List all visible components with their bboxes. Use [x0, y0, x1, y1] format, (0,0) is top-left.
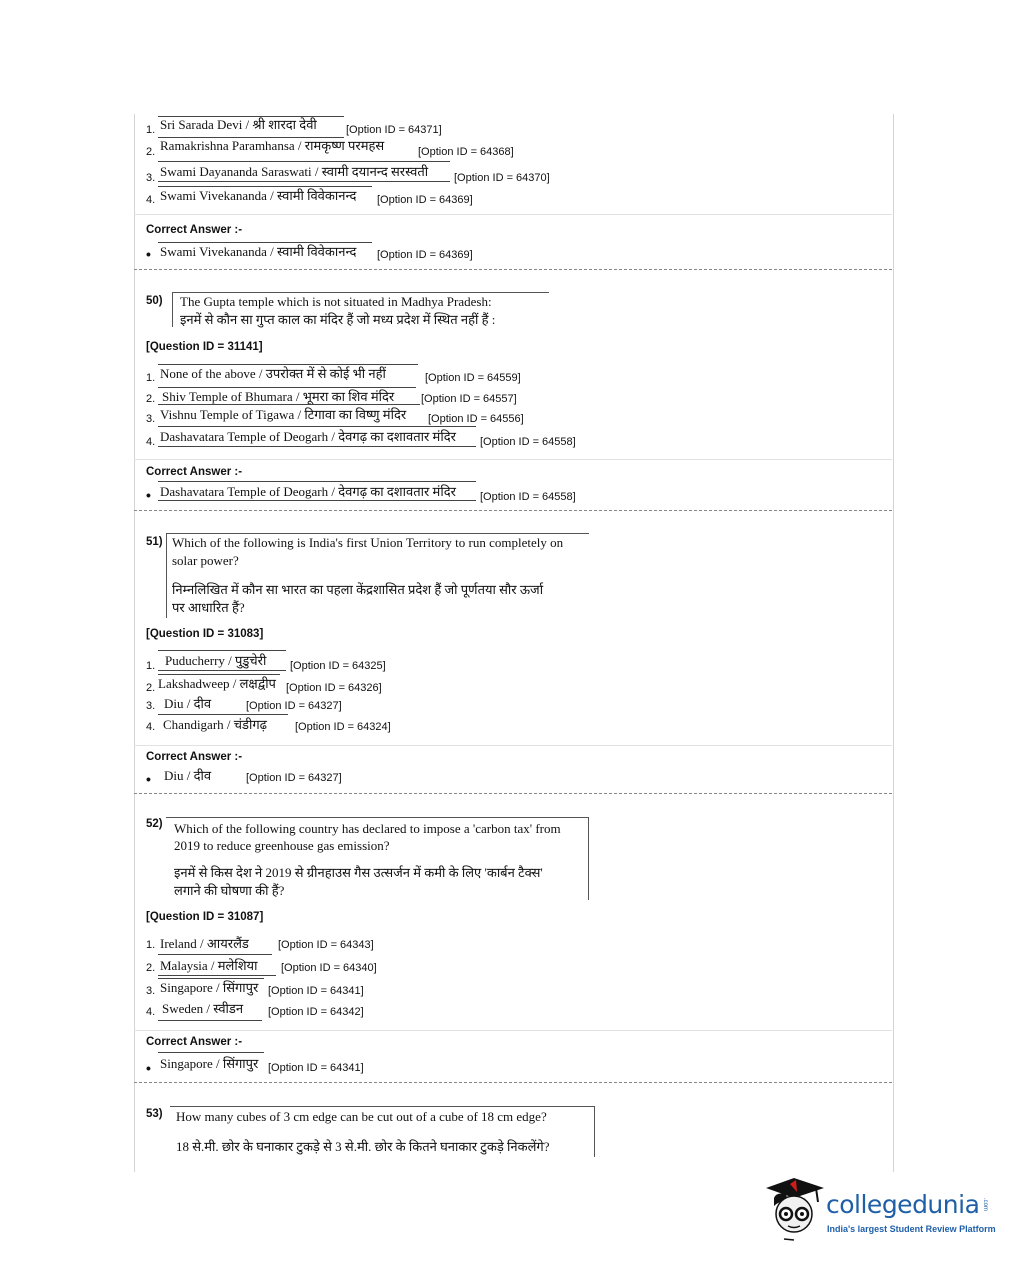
brand-name: collegedunia: [826, 1190, 980, 1219]
question-text-en: Which of the following country has declared to impose a 'carbon tax' from: [174, 821, 561, 836]
correct-answer-label: Correct Answer :-: [146, 466, 243, 478]
option-text: Sweden / स्वीडन: [162, 1001, 244, 1016]
correct-answer-label: Correct Answer :-: [146, 751, 243, 763]
option-id: [Option ID = 64325]: [290, 660, 386, 672]
answer-bullet: •: [146, 771, 151, 787]
option-text: Swami Dayananda Saraswati / स्वामी दयानन्द सरस्वती: [160, 164, 429, 179]
option-id: [Option ID = 64327]: [246, 700, 342, 712]
question-text-hi: इनमें से कौन सा गुप्त काल का मंदिर हैं जो मध्य प्रदेश में स्थित नहीं हैं :: [180, 312, 496, 327]
option-text: Vishnu Temple of Tigawa / टिगावा का विष्णु मंदिर: [160, 407, 407, 422]
answer-bullet: •: [146, 1060, 151, 1076]
question-number: 50): [146, 295, 163, 307]
option-number: 1.: [146, 124, 156, 136]
page-frame: [134, 114, 894, 1172]
option-number: 2.: [146, 393, 156, 405]
option-number: 3.: [146, 413, 156, 425]
option-number: 2.: [146, 962, 156, 974]
option-id: [Option ID = 64343]: [278, 939, 374, 951]
correct-answer-text: Singapore / सिंगापुर: [160, 1056, 259, 1071]
correct-answer-text: Swami Vivekananda / स्वामी विवेकानन्द: [160, 244, 357, 259]
question-number: 53): [146, 1108, 163, 1120]
option-text: Diu / दीव: [164, 696, 212, 711]
option-id: [Option ID = 64558]: [480, 436, 576, 448]
question-number: 52): [146, 818, 163, 830]
option-id: [Option ID = 64326]: [286, 682, 382, 694]
option-number: 1.: [146, 939, 156, 951]
option-number: 3.: [146, 700, 156, 712]
option-text: Ramakrishna Paramhansa / रामकृष्ण परमहस: [160, 138, 385, 153]
question-id: [Question ID = 31141]: [146, 341, 263, 353]
answer-bullet: •: [146, 487, 151, 503]
option-number: 4.: [146, 436, 156, 448]
option-number: 1.: [146, 660, 156, 672]
option-number: 4.: [146, 1006, 156, 1018]
option-number: 3.: [146, 985, 156, 997]
option-id: [Option ID = 64342]: [268, 1006, 364, 1018]
option-id: [Option ID = 64340]: [281, 962, 377, 974]
correct-answer-text: Diu / दीव: [164, 768, 212, 783]
option-number: 3.: [146, 172, 156, 184]
option-text: Shiv Temple of Bhumara / भूमरा का शिव मंदिर: [162, 389, 395, 404]
brand-suffix: .com: [982, 1198, 988, 1212]
correct-answer-option-id: [Option ID = 64327]: [246, 772, 342, 784]
correct-answer-label: Correct Answer :-: [146, 1036, 243, 1048]
option-number: 4.: [146, 721, 156, 733]
mascot-icon: [766, 1176, 828, 1242]
question-text-en: The Gupta temple which is not situated in Madhya Pradesh:: [180, 294, 492, 309]
answer-bullet: •: [146, 246, 151, 262]
option-number: 2.: [146, 682, 156, 694]
option-id: [Option ID = 64368]: [418, 146, 514, 158]
question-text-hi: लगाने की घोषणा की हैं?: [174, 883, 285, 898]
question-text-en: solar power?: [172, 553, 239, 568]
correct-answer-option-id: [Option ID = 64341]: [268, 1062, 364, 1074]
question-text-en: Which of the following is India's first Union Territory to run completely on: [172, 535, 564, 550]
brand-tagline: India's largest Student Review Platform: [827, 1224, 996, 1234]
correct-answer-option-id: [Option ID = 64558]: [480, 491, 576, 503]
collegedunia-logo: [766, 1176, 996, 1246]
option-id: [Option ID = 64341]: [268, 985, 364, 997]
question-text-en: 2019 to reduce greenhouse gas emission?: [174, 838, 390, 853]
option-id: [Option ID = 64324]: [295, 721, 391, 733]
option-text: Swami Vivekananda / स्वामी विवेकानन्द: [160, 188, 357, 203]
option-text: Chandigarh / चंडीगढ़: [163, 717, 267, 732]
option-id: [Option ID = 64556]: [428, 413, 524, 425]
option-number: 2.: [146, 146, 156, 158]
correct-answer-text: Dashavatara Temple of Deogarh / देवगढ़ का दशावतार मंदिर: [160, 484, 456, 499]
option-id: [Option ID = 64557]: [421, 393, 517, 405]
option-id: [Option ID = 64559]: [425, 372, 521, 384]
option-text: Singapore / सिंगापुर: [160, 980, 259, 995]
option-id: [Option ID = 64370]: [454, 172, 550, 184]
correct-answer-option-id: [Option ID = 64369]: [377, 249, 473, 261]
question-text-hi: इनमें से किस देश ने 2019 से ग्रीनहाउस गैस उत्सर्जन में कमी के लिए 'कार्बन टैक्स': [174, 865, 543, 880]
question-text-hi: पर आधारित हैं?: [172, 600, 245, 615]
option-number: 1.: [146, 372, 156, 384]
question-id: [Question ID = 31083]: [146, 628, 264, 640]
option-id: [Option ID = 64371]: [346, 124, 442, 136]
option-text: Sri Sarada Devi / श्री शारदा देवी: [160, 117, 317, 132]
option-number: 4.: [146, 194, 156, 206]
question-number: 51): [146, 536, 163, 548]
option-text: Puducherry / पुडुचेरी: [165, 653, 267, 668]
option-text: Ireland / आयरलैंड: [160, 936, 249, 951]
question-text-hi: निम्नलिखित में कौन सा भारत का पहला केंद्रशासित प्रदेश हैं जो पूर्णतया सौर ऊर्जा: [172, 582, 544, 597]
option-id: [Option ID = 64369]: [377, 194, 473, 206]
question-text-hi: 18 से.मी. छोर के घनाकार टुकड़े से 3 से.मी. छोर के कितने घनाकार टुकड़े निकलेंगे?: [176, 1139, 550, 1154]
option-text: Dashavatara Temple of Deogarh / देवगढ़ का दशावतार मंदिर: [160, 429, 456, 444]
option-text: Lakshadweep / लक्षद्वीप: [158, 676, 276, 691]
option-text: Malaysia / मलेशिया: [160, 958, 258, 973]
option-text: None of the above / उपरोक्त में से कोई भी नहीं: [160, 366, 386, 381]
question-text-en: How many cubes of 3 cm edge can be cut out of a cube of 18 cm edge?: [176, 1109, 547, 1124]
question-id: [Question ID = 31087]: [146, 911, 264, 923]
correct-answer-label: Correct Answer :-: [146, 224, 243, 236]
